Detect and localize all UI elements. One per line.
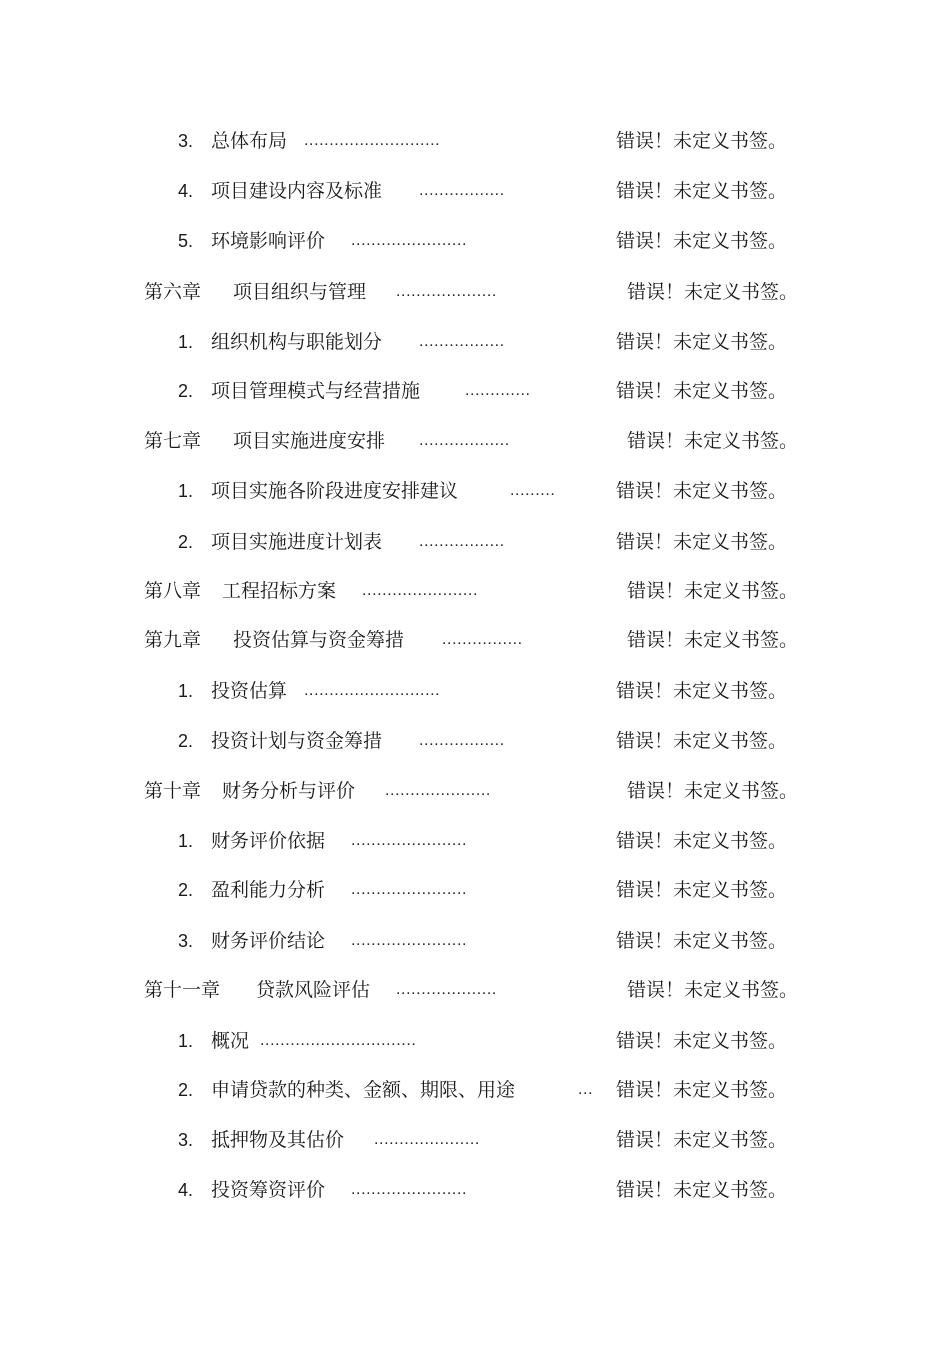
- toc-chapter-8[interactable]: [0, 576, 950, 606]
- entry-number: 2.: [178, 532, 194, 552]
- dot-leader: .......................: [351, 232, 468, 249]
- chapter-number: 第九章: [144, 629, 202, 651]
- page-ref: 错误！未定义书签。: [616, 930, 788, 952]
- entry-number: 4.: [178, 1180, 194, 1200]
- entry-number: 2.: [178, 731, 194, 751]
- page-ref: 错误！未定义书签。: [616, 130, 788, 152]
- dot-leader: .......................: [351, 881, 468, 898]
- toc-chapter-10[interactable]: [0, 776, 950, 806]
- toc-entry-overall-layout[interactable]: [0, 126, 950, 156]
- entry-number: 2.: [178, 381, 194, 401]
- toc-entry-construction-content[interactable]: [0, 176, 950, 206]
- entry-title: 投资计划与资金筹措: [211, 730, 383, 752]
- chapter-title: 贷款风险评估: [256, 979, 371, 1001]
- toc-entry-overview[interactable]: [0, 1026, 950, 1056]
- entry-number: 1.: [178, 332, 194, 352]
- page-ref: 错误！未定义书签。: [616, 230, 788, 252]
- dot-leader: ...............................: [260, 1032, 417, 1049]
- chapter-title: 项目实施进度安排: [233, 430, 386, 452]
- toc-chapter-9[interactable]: [0, 625, 950, 655]
- dot-leader: .......................: [351, 1181, 468, 1198]
- toc-entry-collateral[interactable]: [0, 1125, 950, 1155]
- page-ref: 错误！未定义书签。: [616, 830, 788, 852]
- chapter-number: 第八章: [144, 580, 202, 602]
- page-ref: 错误！未定义书签。: [616, 1129, 788, 1151]
- toc-entry-financing-evaluation[interactable]: [0, 1175, 950, 1205]
- toc-chapter-11[interactable]: [0, 975, 950, 1005]
- entry-number: 2.: [178, 1080, 194, 1100]
- page-ref: 错误！未定义书签。: [627, 281, 799, 303]
- dot-leader: .....................: [374, 1131, 480, 1148]
- toc-chapter-6[interactable]: [0, 277, 950, 307]
- entry-number: 2.: [178, 880, 194, 900]
- dot-leader: ....................: [396, 981, 497, 998]
- entry-number: 1.: [178, 831, 194, 851]
- dot-leader: .................: [419, 732, 505, 749]
- dot-leader: ................: [442, 631, 523, 648]
- dot-leader: .......................: [351, 932, 468, 949]
- dot-leader: .................: [419, 533, 505, 550]
- page-ref: 错误！未定义书签。: [616, 1030, 788, 1052]
- page-ref: 错误！未定义书签。: [616, 180, 788, 202]
- page-ref: 错误！未定义书签。: [616, 879, 788, 901]
- toc-entry-management-mode[interactable]: [0, 376, 950, 406]
- dot-leader: .....................: [385, 782, 491, 799]
- toc-entry-phase-schedule[interactable]: [0, 476, 950, 506]
- dot-leader: .......................: [362, 582, 479, 599]
- toc-entry-profitability[interactable]: [0, 875, 950, 905]
- entry-number: 4.: [178, 181, 194, 201]
- chapter-number: 第十一章: [144, 979, 221, 1001]
- page-ref: 错误！未定义书签。: [627, 629, 799, 651]
- page-ref: 错误！未定义书签。: [616, 531, 788, 553]
- entry-number: 1.: [178, 1031, 194, 1051]
- page-ref: 错误！未定义书签。: [616, 1079, 788, 1101]
- entry-title: 盈利能力分析: [211, 879, 326, 901]
- page-ref: 错误！未定义书签。: [616, 331, 788, 353]
- page-ref: 错误！未定义书签。: [616, 380, 788, 402]
- dot-leader: .................: [419, 182, 505, 199]
- dot-leader: .................: [419, 333, 505, 350]
- entry-title: 组织机构与职能划分: [211, 331, 383, 353]
- page-ref: 错误！未定义书签。: [616, 680, 788, 702]
- entry-number: 1.: [178, 481, 194, 501]
- dot-leader: ...: [578, 1081, 594, 1098]
- toc-entry-schedule-table[interactable]: [0, 527, 950, 557]
- entry-title: 项目管理模式与经营措施: [211, 380, 421, 402]
- toc-entry-environmental-impact[interactable]: [0, 226, 950, 256]
- entry-title: 项目实施各阶段进度安排建议: [211, 480, 459, 502]
- entry-number: 3.: [178, 1130, 194, 1150]
- entry-title: 环境影响评价: [211, 230, 326, 252]
- entry-number: 3.: [178, 131, 194, 151]
- dot-leader: ...........................: [304, 682, 441, 699]
- toc-entry-org-structure[interactable]: [0, 327, 950, 357]
- entry-title: 项目实施进度计划表: [211, 531, 383, 553]
- entry-title: 投资估算: [211, 680, 288, 702]
- toc-entry-financial-conclusion[interactable]: [0, 926, 950, 956]
- dot-leader: .............: [465, 382, 531, 399]
- entry-title: 申请贷款的种类、金额、期限、用途: [211, 1079, 516, 1101]
- entry-number: 1.: [178, 681, 194, 701]
- entry-title: 项目建设内容及标准: [211, 180, 383, 202]
- chapter-title: 项目组织与管理: [233, 281, 367, 303]
- page-ref: 错误！未定义书签。: [627, 580, 799, 602]
- entry-title: 财务评价依据: [211, 830, 326, 852]
- toc-chapter-7[interactable]: [0, 426, 950, 456]
- chapter-number: 第六章: [144, 281, 202, 303]
- page-ref: 错误！未定义书签。: [627, 430, 799, 452]
- toc-entry-loan-application[interactable]: [0, 1075, 950, 1105]
- entry-title: 概况: [211, 1030, 250, 1052]
- entry-number: 3.: [178, 931, 194, 951]
- page-ref: 错误！未定义书签。: [616, 730, 788, 752]
- chapter-number: 第十章: [144, 780, 202, 802]
- chapter-title: 工程招标方案: [222, 580, 337, 602]
- chapter-number: 第七章: [144, 430, 202, 452]
- dot-leader: .......................: [351, 832, 468, 849]
- dot-leader: ..................: [419, 432, 510, 449]
- entry-title: 投资筹资评价: [211, 1179, 326, 1201]
- toc-entry-financial-basis[interactable]: [0, 826, 950, 856]
- page-ref: 错误！未定义书签。: [627, 979, 799, 1001]
- dot-leader: ....................: [396, 283, 497, 300]
- entry-title: 财务评价结论: [211, 930, 326, 952]
- toc-entry-investment-plan[interactable]: [0, 726, 950, 756]
- dot-leader: ...........................: [304, 132, 441, 149]
- chapter-title: 财务分析与评价: [222, 780, 356, 802]
- toc-entry-investment-estimate[interactable]: [0, 676, 950, 706]
- page-ref: 错误！未定义书签。: [616, 480, 788, 502]
- chapter-title: 投资估算与资金筹措: [233, 629, 405, 651]
- entry-number: 5.: [178, 231, 194, 251]
- entry-title: 抵押物及其估价: [211, 1129, 345, 1151]
- page-ref: 错误！未定义书签。: [616, 1179, 788, 1201]
- entry-title: 总体布局: [211, 130, 288, 152]
- page-ref: 错误！未定义书签。: [627, 780, 799, 802]
- dot-leader: .........: [510, 482, 556, 499]
